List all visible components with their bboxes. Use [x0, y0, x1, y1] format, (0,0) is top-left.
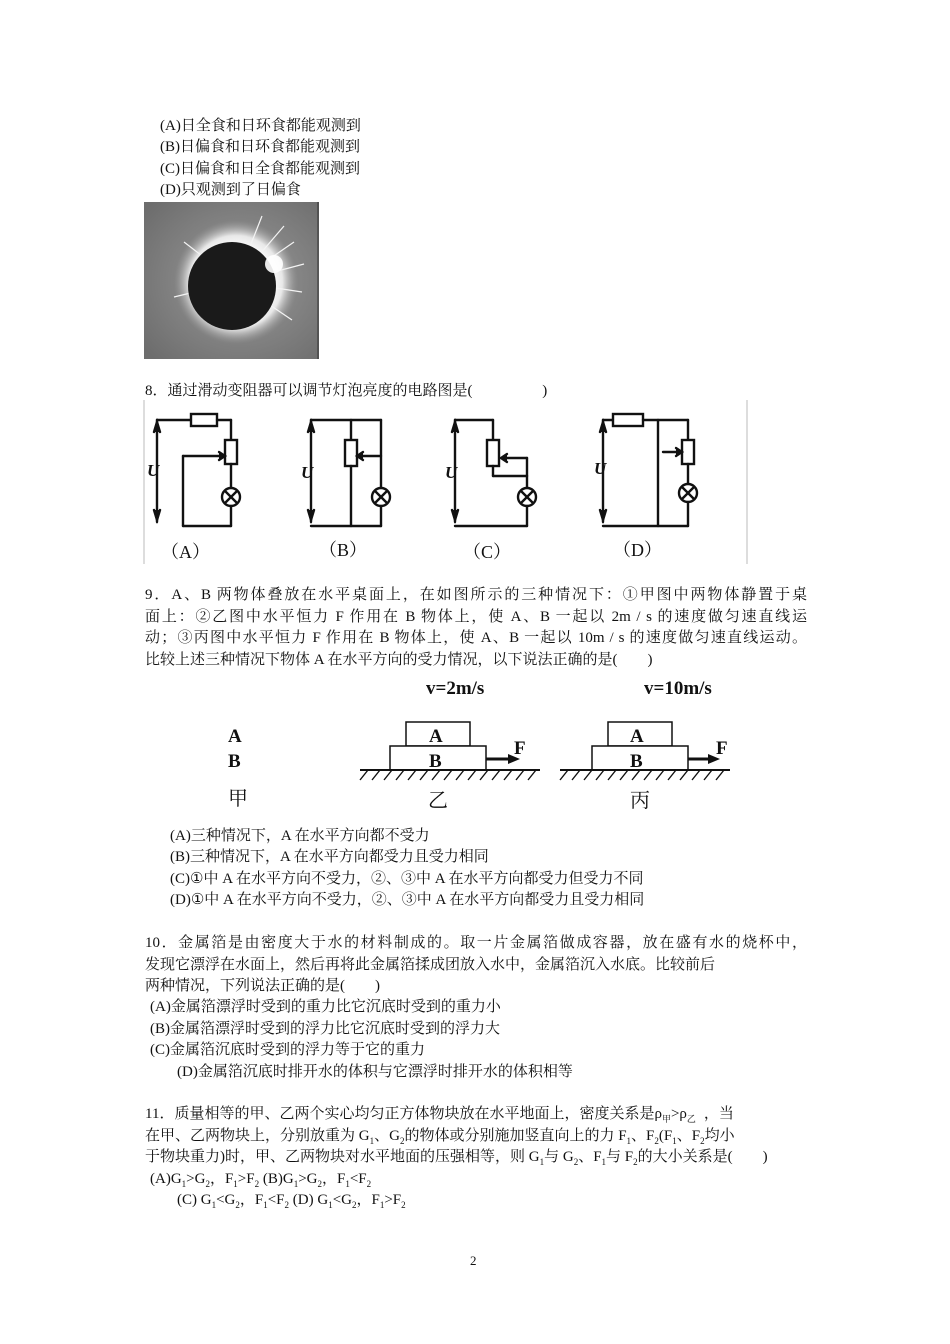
q10-option-d: (D)金属箔沉底时排开水的体积与它漂浮时排开水的体积相等 — [177, 1064, 573, 1080]
q9-option-b: (B)三种情况下，A 在水平方向都受力且受力相同 — [170, 849, 489, 865]
q11-cd-5: <G — [332, 1192, 352, 1208]
q11-ab-s1: 2 — [205, 1179, 210, 1189]
q11-cd-s5: 2 — [351, 1200, 357, 1210]
circuit-label-d: （D） — [613, 540, 662, 560]
q11-ab-2: ，F — [209, 1171, 234, 1187]
caption-bing: 丙 — [630, 790, 650, 812]
q11-cd-7: >F — [384, 1192, 402, 1208]
q8-circuit-figure — [143, 400, 750, 564]
block-a-yi: A — [429, 726, 443, 747]
block-b-yi: B — [429, 751, 442, 772]
q11-l2-g: 均小 — [704, 1128, 735, 1144]
q11-ab-s6: 1 — [345, 1179, 350, 1189]
q11-l2-s4: 2 — [654, 1136, 659, 1146]
q11-l2-d: 、F — [631, 1128, 655, 1144]
voltage-label-b: U — [301, 463, 314, 482]
q11-cd-4: (D) G — [289, 1192, 329, 1208]
q11-l2-s3: 1 — [626, 1136, 632, 1146]
q11-l3-a: 于物块重力)时，甲、乙两物块对水平地面的压强相等，则 G — [145, 1149, 540, 1165]
ground-hatch-yi — [360, 770, 536, 780]
q9-line-2: 面上：②乙图中水平恒力 F 作用在 B 物体上，使 A、B 一起以 2m / s 的速度做匀速直线运 — [145, 609, 807, 625]
q11-l1-e: ，当 — [703, 1106, 734, 1122]
q11-l2-f: 、F — [676, 1128, 701, 1144]
circuit-d — [600, 414, 697, 526]
q11-line-3 — [145, 1147, 768, 1168]
q11-ab-s5: 2 — [317, 1179, 322, 1189]
q11-l2-s6: 2 — [700, 1136, 705, 1146]
q9-option-d: (D)①中 A 在水平方向不受力，②、③中 A 在水平方向都受力且受力相同 — [170, 892, 645, 908]
q9-line-1: 9．A、B 两物体叠放在水平桌面上，在如图所示的三种情况下：①甲图中两物体静置于桌 — [145, 587, 807, 603]
q11-ab-s0: 1 — [181, 1179, 187, 1189]
q11-ab-1: >G — [186, 1171, 206, 1187]
q11-ab-s2: 1 — [233, 1179, 238, 1189]
q11-cd-s4: 1 — [328, 1200, 333, 1210]
circuit-c — [452, 420, 536, 526]
q11-ab-s4: 1 — [293, 1179, 299, 1189]
q9-line-3: 动；③丙图中水平恒力 F 作用在 B 物体上，使 A、B 一起以 10m / s 的速度做匀速直线运动。 — [145, 630, 807, 646]
q11-l2-s5: 1 — [672, 1136, 677, 1146]
q11-cd-s6: 1 — [379, 1200, 385, 1210]
block-b-jia: B — [228, 751, 241, 772]
q8-stem-close: ) — [542, 383, 548, 399]
q11-l2-a: 在甲、乙两物块上，分别放重为 G — [145, 1128, 370, 1144]
q8-stem-text: 8．通过滑动变阻器可以调节灯泡亮度的电路图是( — [145, 383, 473, 399]
q10-option-b: (B)金属箔漂浮时受到的浮力比它沉底时受到的浮力大 — [150, 1021, 500, 1037]
q11-l1-b: 甲 — [661, 1114, 671, 1124]
q11-cd-s2: 1 — [263, 1200, 268, 1210]
q11-ab-3: >F — [237, 1171, 255, 1187]
q11-cd-s0: 1 — [211, 1200, 217, 1210]
circuit-label-a: （A） — [161, 542, 210, 562]
q9-option-a: (A)三种情况下，A 在水平方向都不受力 — [170, 828, 430, 844]
q11-line-1 — [145, 1104, 734, 1125]
q10-line-1: 10．金属箔是由密度大于水的材料制成的。取一片金属箔做成容器，放在盛有水的烧杯中， — [145, 935, 807, 951]
q11-l1-c: >ρ — [670, 1106, 687, 1122]
caption-jia: 甲 — [228, 788, 248, 810]
q11-ab-5: >G — [298, 1171, 318, 1187]
q11-options-cd — [177, 1190, 406, 1211]
caption-yi: 乙 — [428, 790, 448, 812]
circuit-label-c: （C） — [463, 542, 512, 562]
q7-option-b: (B)日偏食和日环食都能观测到 — [160, 139, 360, 155]
q11-ab-s3: 2 — [254, 1179, 260, 1189]
force-label-yi: F — [514, 738, 526, 759]
voltage-label-a: U — [147, 461, 160, 480]
q11-l3-c: 、F — [578, 1149, 602, 1165]
circuit-label-b: （B） — [319, 540, 368, 560]
q11-l3-e: 的大小关系是( ) — [637, 1149, 768, 1165]
q11-cd-0: (C) G — [177, 1192, 212, 1208]
block-a-jia: A — [228, 726, 242, 747]
force-label-bing: F — [716, 738, 728, 759]
q11-cd-s3: 2 — [284, 1200, 290, 1210]
q11-cd-3: <F — [267, 1192, 285, 1208]
block-b-bing: B — [630, 751, 643, 772]
q11-l3-s2: 2 — [573, 1157, 579, 1167]
q10-option-a: (A)金属箔漂浮时受到的重力比它沉底时受到的重力小 — [150, 999, 501, 1015]
q11-ab-6: ，F — [321, 1171, 346, 1187]
q11-l2-s2: 2 — [399, 1136, 405, 1146]
q11-ab-7: <F — [349, 1171, 367, 1187]
q11-cd-2: ，F — [239, 1192, 264, 1208]
q11-ab-0: (A)G — [150, 1171, 182, 1187]
q11-l2-b: 、G — [374, 1128, 400, 1144]
q9-option-c: (C)①中 A 在水平方向不受力，②、③中 A 在水平方向都受力但受力不同 — [170, 871, 644, 887]
q11-l2-c: 的物体或分别施加竖直向上的力 F — [404, 1128, 627, 1144]
q9-line-4: 比较上述三种情况下物体 A 在水平方向的受力情况，以下说法正确的是( ) — [145, 652, 653, 668]
q11-l1-d: 乙 — [686, 1114, 696, 1124]
q7-option-c: (C)日偏食和日全食都能观测到 — [160, 161, 360, 177]
q10-option-c: (C)金属箔沉底时受到的浮力等于它的重力 — [150, 1042, 425, 1058]
q11-ab-4: (B)G — [259, 1171, 294, 1187]
circuit-a — [154, 414, 240, 526]
velocity-label-bing: v=10m/s — [644, 678, 712, 699]
q10-line-2: 发现它漂浮在水面上，然后再将此金属箔揉成团放入水中，金属箔沉入水底。比较前后 — [145, 957, 716, 973]
q11-cd-6: ，F — [356, 1192, 380, 1208]
q11-line-2 — [145, 1126, 735, 1147]
q11-cd-1: <G — [216, 1192, 236, 1208]
voltage-label-d: U — [594, 459, 607, 478]
q11-cd-s7: 2 — [401, 1200, 406, 1210]
q11-l3-d: 与 F — [606, 1149, 634, 1165]
q11-l3-s4: 2 — [633, 1157, 638, 1167]
q11-ab-s7: 2 — [366, 1179, 372, 1189]
q11-cd-s1: 2 — [235, 1200, 240, 1210]
q10-line-3: 两种情况，下列说法正确的是( ) — [145, 978, 380, 994]
q11-l3-s1: 1 — [539, 1157, 545, 1167]
q7-option-d: (D)只观测到了日偏食 — [160, 182, 301, 198]
q11-l3-s3: 1 — [601, 1157, 607, 1167]
page-number: 2 — [470, 1253, 477, 1268]
q8-stem — [145, 381, 547, 402]
q11-l2-s1: 1 — [369, 1136, 375, 1146]
circuit-b — [308, 420, 390, 526]
eclipse-photo — [144, 202, 319, 359]
q11-l1-a: 11．质量相等的甲、乙两个实心均匀正方体物块放在水平地面上，密度关系是ρ — [145, 1106, 662, 1122]
q11-l3-b: 与 G — [544, 1149, 574, 1165]
q7-option-a: (A)日全食和日环食都能观测到 — [160, 118, 361, 134]
velocity-label-yi: v=2m/s — [426, 678, 485, 699]
q9-figure — [210, 672, 740, 812]
q11-l2-e: (F — [658, 1128, 673, 1144]
voltage-label-c: U — [445, 463, 458, 482]
q11-options-ab — [150, 1169, 371, 1190]
block-a-bing: A — [630, 726, 644, 747]
